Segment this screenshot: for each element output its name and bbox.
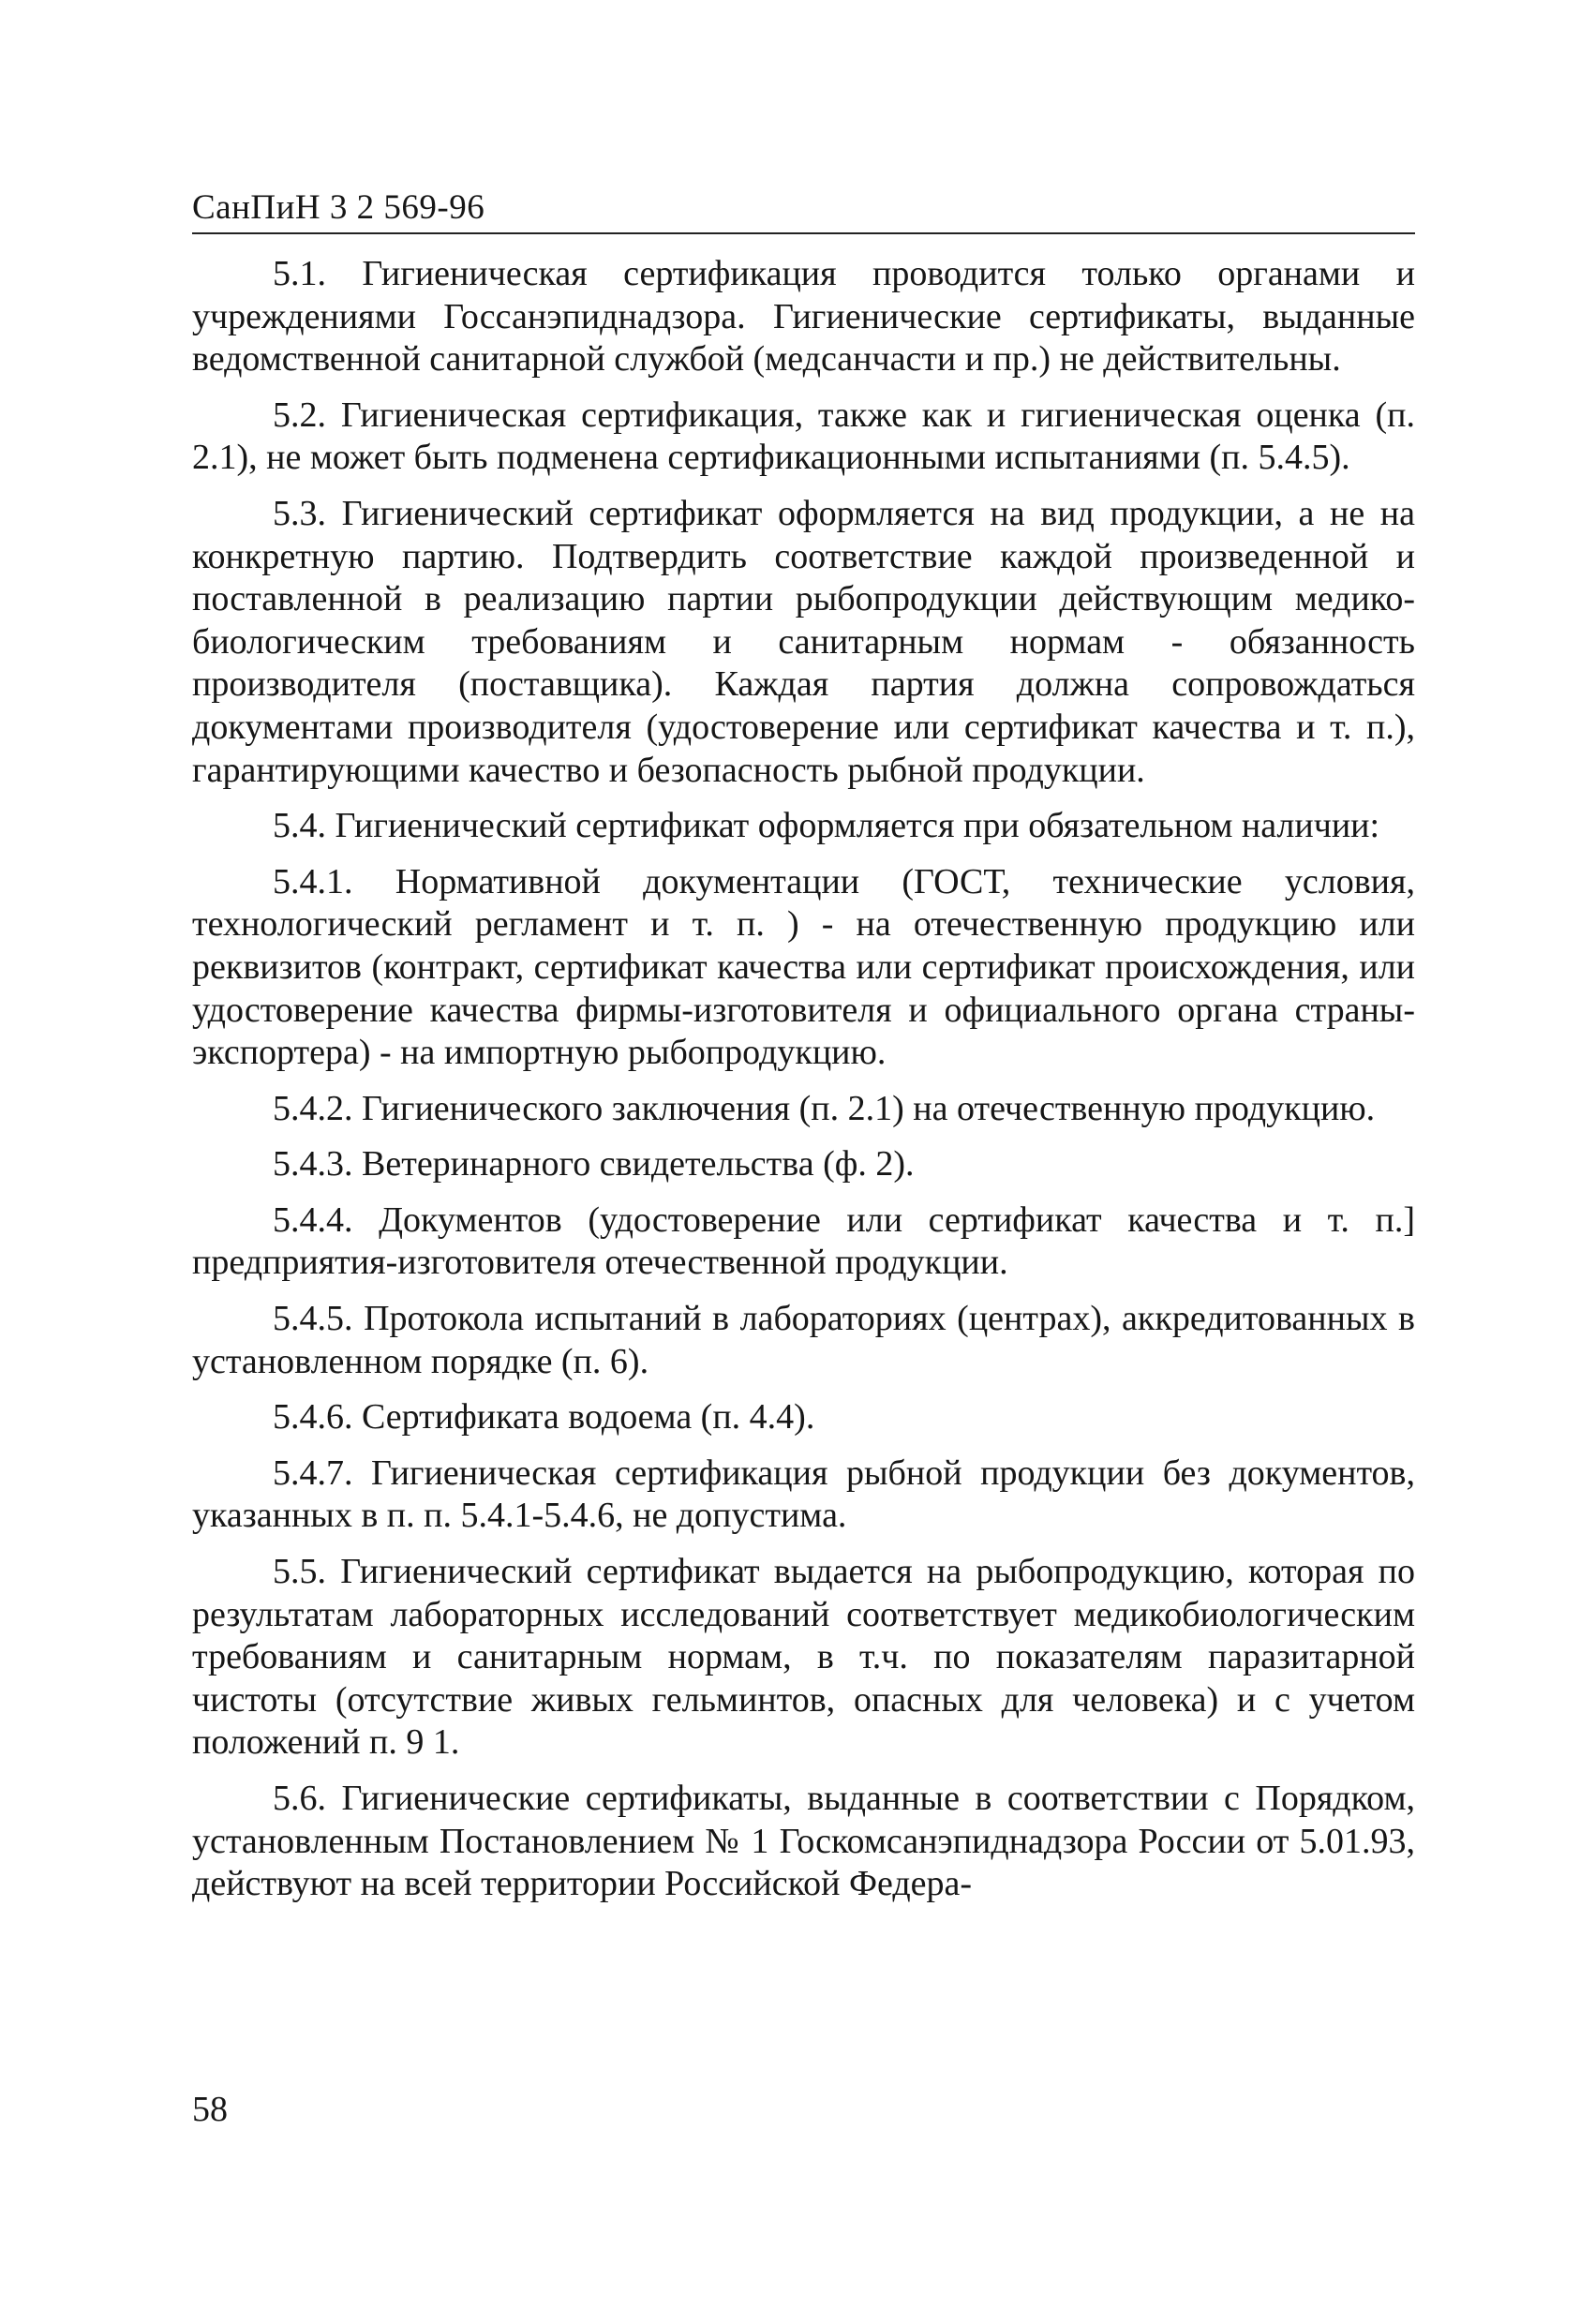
running-header xyxy=(192,184,1415,234)
paragraph-5-5: 5.5. Гигиенический сертификат выдается на рыбопродукцию, которая по результатам лабораторных исследований соответствует медикобиологическим требованиям и санитарным нормам, в т.ч. по показателям паразитарной чистоты (отсутствие живых гельминтов, опасных для человека) и с учетом положений п. 9 1. xyxy=(192,1552,1415,1763)
paragraph-5-4-3: 5.4.3. Ветеринарного свидетельства (ф. 2). xyxy=(273,1144,915,1184)
paragraph-5-1: 5.1. Гигиеническая сертификация проводится только органами и учреждениями Госсанэпиднадзора. Гигиенические сертификаты, выданные ведомственной санитарной службой (медсанчасти и пр.) не действительны. xyxy=(192,254,1415,380)
paragraph-5-4-5: 5.4.5. Протокола испытаний в лабораториях (центрах), аккредитованных в установленном порядке (п. 6). xyxy=(192,1299,1415,1381)
paragraph-5-2: 5.2. Гигиеническая сертификация, также как и гигиеническая оценка (п. 2.1), не может быть подменена сертификационными испытаниями (п. 5.4.5). xyxy=(192,395,1415,478)
paragraph-5-4-1: 5.4.1. Нормативной документации (ГОСТ, технические условия, технологический регламент и т. п. ) - на отечественную продукцию или реквизитов (контракт, сертификат качества или сертификат происхождения, или удостоверение качества фирмы-изготовителя и официального органа страны-экспортера) - на импортную рыбопродукцию. xyxy=(192,861,1415,1073)
page-number: 58 xyxy=(192,2090,228,2129)
paragraph-5-4-6: 5.4.6. Сертификата водоема (п. 4.4). xyxy=(273,1397,815,1438)
paragraph-5-4-2: 5.4.2. Гигиенического заключения (п. 2.1) на отечественную продукцию. xyxy=(273,1088,1376,1128)
paragraph-5-3: 5.3. Гигиенический сертификат оформляется на вид продукции, а не на конкретную партию. Подтвердить соответствие каждой произведенной и поставленной в реализацию партии рыбопродукции действующим медико-биологическим требованиям и санитарным нормам - обязанность производителя (поставщика). Каждая партия должна сопровождаться документами производителя (удостоверение или сертификат качества и т. п.), гарантирующими качество и безопасность рыбной продукции. xyxy=(192,493,1415,790)
paragraph-5-4: 5.4. Гигиенический сертификат оформляется при обязательном наличии: xyxy=(273,806,1380,846)
document-code: СанПиН 3 2 569-96 xyxy=(192,188,485,227)
paragraph-5-4-7: 5.4.7. Гигиеническая сертификация рыбной продукции без документов, указанных в п. п. 5.4.1-5.4.6, не допустима. xyxy=(192,1452,1415,1536)
document-body xyxy=(192,253,1415,1919)
paragraph-5-6: 5.6. Гигиенические сертификаты, выданные в соответствии с Порядком, установленным Постановлением № 1 Госкомсанэпиднадзора России от 5.01.93, действуют на всей территории Российской Федера- xyxy=(192,1779,1415,1904)
paragraph-5-4-4: 5.4.4. Документов (удостоверение или сертификат качества и т. п.] предприятия-изготовителя отечественной продукции. xyxy=(192,1199,1415,1283)
